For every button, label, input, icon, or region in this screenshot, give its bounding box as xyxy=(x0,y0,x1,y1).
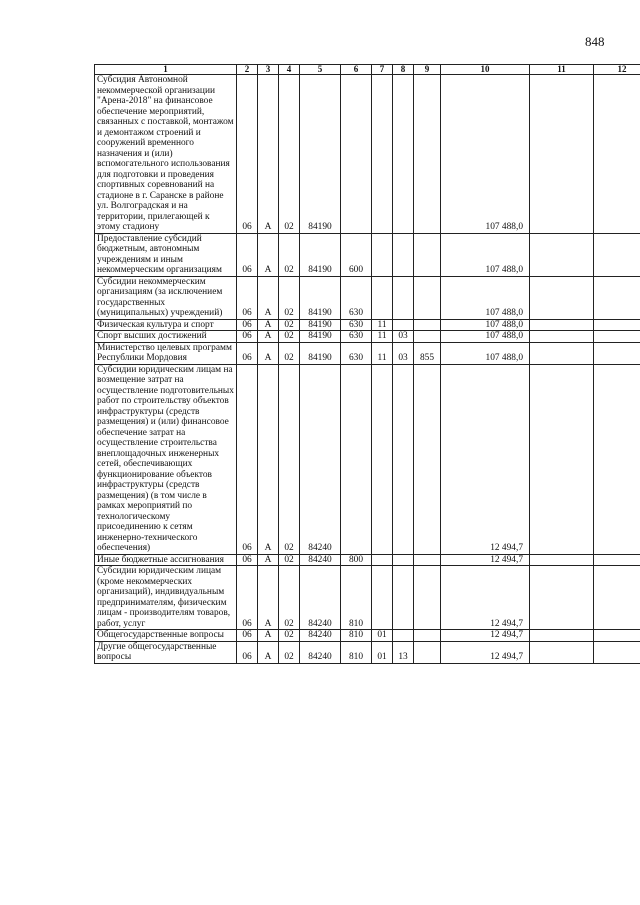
table-row xyxy=(95,566,640,630)
table-row xyxy=(95,276,640,319)
amount-cell: 12 494,7 xyxy=(441,641,530,663)
column-header: 10 xyxy=(441,65,530,75)
code-cell: 02 xyxy=(279,331,300,343)
code-cell xyxy=(393,233,414,276)
code-cell xyxy=(414,319,441,331)
amount-cell: 12 494,7 xyxy=(441,630,530,642)
code-cell: 84240 xyxy=(300,566,341,630)
amount-cell: 107 488,0 xyxy=(441,276,530,319)
code-cell xyxy=(594,630,640,642)
code-cell xyxy=(414,566,441,630)
code-cell: 03 xyxy=(393,342,414,364)
code-cell: 06 xyxy=(237,319,258,331)
code-cell xyxy=(530,566,594,630)
code-cell: 06 xyxy=(237,554,258,566)
code-cell xyxy=(414,554,441,566)
code-cell: А xyxy=(258,342,279,364)
code-cell xyxy=(414,630,441,642)
code-cell: 06 xyxy=(237,331,258,343)
code-cell xyxy=(530,342,594,364)
code-cell xyxy=(393,630,414,642)
code-cell xyxy=(530,331,594,343)
code-cell xyxy=(530,641,594,663)
amount-cell: 12 494,7 xyxy=(441,554,530,566)
table-row xyxy=(95,364,640,554)
code-cell: 13 xyxy=(393,641,414,663)
header-row xyxy=(95,65,640,75)
code-cell xyxy=(530,75,594,234)
code-cell xyxy=(414,641,441,663)
code-cell: 02 xyxy=(279,554,300,566)
code-cell xyxy=(594,554,640,566)
code-cell xyxy=(530,630,594,642)
code-cell: 02 xyxy=(279,276,300,319)
code-cell xyxy=(414,364,441,554)
row-name-cell: Субсидии некоммерческим организациям (за исключением государственных (муниципальных) учреждений) xyxy=(95,276,237,319)
code-cell: А xyxy=(258,276,279,319)
column-header: 2 xyxy=(237,65,258,75)
column-header: 8 xyxy=(393,65,414,75)
code-cell: 06 xyxy=(237,75,258,234)
amount-cell: 107 488,0 xyxy=(441,233,530,276)
code-cell: А xyxy=(258,319,279,331)
code-cell: 84190 xyxy=(300,319,341,331)
code-cell: 02 xyxy=(279,319,300,331)
table-row xyxy=(95,342,640,364)
amount-cell: 107 488,0 xyxy=(441,75,530,234)
code-cell xyxy=(393,276,414,319)
code-cell: А xyxy=(258,554,279,566)
page-number: 848 xyxy=(585,34,605,49)
table-row xyxy=(95,233,640,276)
code-cell xyxy=(594,276,640,319)
code-cell: 855 xyxy=(414,342,441,364)
code-cell: 06 xyxy=(237,276,258,319)
code-cell xyxy=(341,364,372,554)
code-cell: 84240 xyxy=(300,630,341,642)
code-cell xyxy=(393,75,414,234)
code-cell xyxy=(414,233,441,276)
column-header: 6 xyxy=(341,65,372,75)
amount-cell: 12 494,7 xyxy=(441,566,530,630)
code-cell: 84190 xyxy=(300,331,341,343)
code-cell: А xyxy=(258,641,279,663)
code-cell xyxy=(372,364,393,554)
code-cell xyxy=(414,331,441,343)
code-cell: 630 xyxy=(341,276,372,319)
column-header: 1 xyxy=(95,65,237,75)
code-cell: 84240 xyxy=(300,641,341,663)
code-cell xyxy=(594,75,640,234)
code-cell: 06 xyxy=(237,630,258,642)
row-name-cell: Общегосударственные вопросы xyxy=(95,630,237,642)
code-cell: 84190 xyxy=(300,233,341,276)
code-cell xyxy=(530,319,594,331)
row-name-cell: Спорт высших достижений xyxy=(95,331,237,343)
code-cell: 02 xyxy=(279,566,300,630)
table-row xyxy=(95,319,640,331)
row-name-cell: Предоставление субсидий бюджетным, автономным учреждениям и иным некоммерческим организациям xyxy=(95,233,237,276)
column-header: 5 xyxy=(300,65,341,75)
code-cell xyxy=(594,319,640,331)
column-header: 9 xyxy=(414,65,441,75)
code-cell: 06 xyxy=(237,233,258,276)
code-cell: А xyxy=(258,630,279,642)
code-cell xyxy=(594,331,640,343)
amount-cell: 107 488,0 xyxy=(441,319,530,331)
code-cell: 02 xyxy=(279,75,300,234)
column-header: 7 xyxy=(372,65,393,75)
table-row xyxy=(95,75,640,234)
column-header: 3 xyxy=(258,65,279,75)
code-cell xyxy=(393,364,414,554)
code-cell xyxy=(372,75,393,234)
code-cell: 11 xyxy=(372,331,393,343)
table-row xyxy=(95,331,640,343)
column-header: 11 xyxy=(530,65,594,75)
code-cell xyxy=(594,566,640,630)
row-name-cell: Иные бюджетные ассигнования xyxy=(95,554,237,566)
table-row xyxy=(95,630,640,642)
row-name-cell: Субсидии юридическим лицам (кроме некоммерческих организаций), индивидуальным предпринимателям, физическим лицам - производителям товаров, работ, услуг xyxy=(95,566,237,630)
code-cell: А xyxy=(258,364,279,554)
code-cell: А xyxy=(258,331,279,343)
code-cell: 11 xyxy=(372,319,393,331)
code-cell: 84240 xyxy=(300,364,341,554)
code-cell: 02 xyxy=(279,233,300,276)
budget-table xyxy=(94,64,640,664)
code-cell: 01 xyxy=(372,641,393,663)
code-cell: 01 xyxy=(372,630,393,642)
row-name-cell: Другие общегосударственные вопросы xyxy=(95,641,237,663)
amount-cell: 107 488,0 xyxy=(441,342,530,364)
code-cell xyxy=(341,75,372,234)
code-cell xyxy=(530,554,594,566)
code-cell: 810 xyxy=(341,566,372,630)
code-cell: 03 xyxy=(393,331,414,343)
column-header: 4 xyxy=(279,65,300,75)
code-cell xyxy=(393,319,414,331)
code-cell: 02 xyxy=(279,342,300,364)
code-cell: А xyxy=(258,75,279,234)
code-cell: 630 xyxy=(341,342,372,364)
code-cell xyxy=(414,75,441,234)
code-cell: 11 xyxy=(372,342,393,364)
code-cell: 84190 xyxy=(300,276,341,319)
code-cell: 84190 xyxy=(300,342,341,364)
code-cell: 600 xyxy=(341,233,372,276)
code-cell: 810 xyxy=(341,641,372,663)
code-cell: 06 xyxy=(237,342,258,364)
code-cell xyxy=(372,566,393,630)
code-cell: 06 xyxy=(237,566,258,630)
code-cell: 630 xyxy=(341,319,372,331)
code-cell: 84190 xyxy=(300,75,341,234)
code-cell xyxy=(372,276,393,319)
code-cell xyxy=(393,554,414,566)
column-header: 12 xyxy=(594,65,640,75)
amount-cell: 12 494,7 xyxy=(441,364,530,554)
row-name-cell: Субсидии юридическим лицам на возмещение затрат на осуществление подготовительных работ по строительству объектов инфраструктуры (средств размещения) и (или) финансовое обеспечение затрат на осуществление строительства внеплощадочных инженерных сетей, обеспечивающих функционирование объектов инфраструктуры (средств размещения) (в том числе в рамках мероприятий по технологическому присоединению к сетям инженерно-технического обеспечения) xyxy=(95,364,237,554)
code-cell: 06 xyxy=(237,641,258,663)
code-cell: А xyxy=(258,233,279,276)
table-row xyxy=(95,554,640,566)
code-cell: 02 xyxy=(279,641,300,663)
code-cell xyxy=(393,566,414,630)
code-cell xyxy=(372,233,393,276)
row-name-cell: Физическая культура и спорт xyxy=(95,319,237,331)
code-cell xyxy=(372,554,393,566)
code-cell: 06 xyxy=(237,364,258,554)
code-cell xyxy=(530,364,594,554)
table-row xyxy=(95,641,640,663)
amount-cell: 107 488,0 xyxy=(441,331,530,343)
code-cell: 84240 xyxy=(300,554,341,566)
code-cell xyxy=(594,364,640,554)
code-cell: 02 xyxy=(279,364,300,554)
code-cell: 630 xyxy=(341,331,372,343)
code-cell xyxy=(530,276,594,319)
code-cell: 800 xyxy=(341,554,372,566)
code-cell: 810 xyxy=(341,630,372,642)
code-cell xyxy=(594,233,640,276)
code-cell xyxy=(594,641,640,663)
code-cell: 02 xyxy=(279,630,300,642)
code-cell: А xyxy=(258,566,279,630)
code-cell xyxy=(414,276,441,319)
row-name-cell: Министерство целевых программ Республики Мордовия xyxy=(95,342,237,364)
row-name-cell: Субсидия Автономной некоммерческой организации "Арена-2018" на финансовое обеспечение мероприятий, связанных с поставкой, монтажом и демонтажом строений и сооружений временного назначения и (или) вспомогательного использования для подготовки и проведения спортивных соревнований на стадионе в г. Саранске в районе ул. Волгоградская и на территории, прилегающей к этому стадиону xyxy=(95,75,237,234)
code-cell xyxy=(530,233,594,276)
code-cell xyxy=(594,342,640,364)
